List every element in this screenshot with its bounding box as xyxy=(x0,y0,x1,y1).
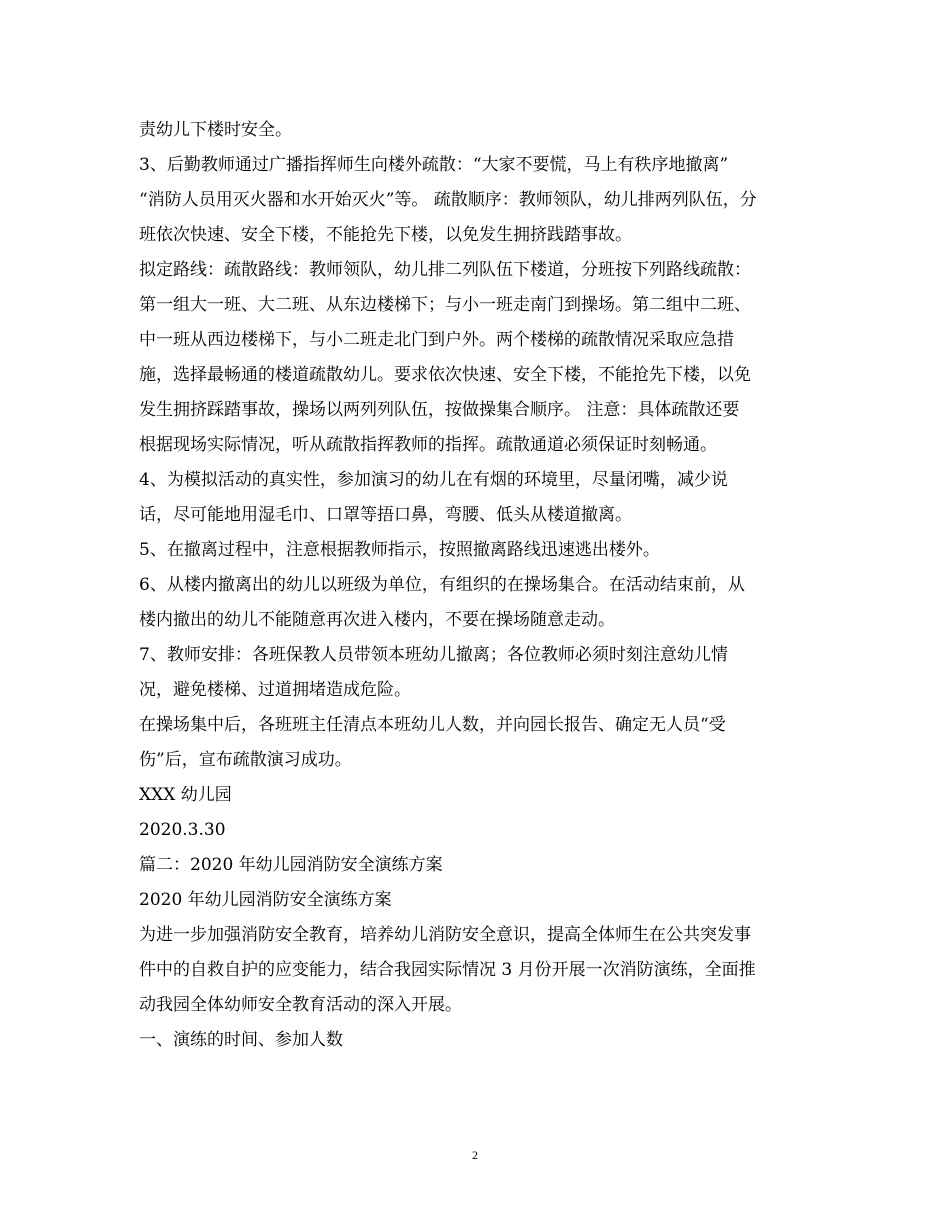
text-line: 伤”后，宣布疏散演习成功。 xyxy=(139,750,352,770)
subsection-heading: 一、演练的时间、参加人数 xyxy=(139,1030,343,1050)
page-number: 2 xyxy=(472,1148,478,1162)
document-body xyxy=(139,113,829,1058)
text-line: 7、教师安排：各班保教人员带领本班幼儿撤离；各位教师必须时刻注意幼儿情 xyxy=(139,645,728,665)
text-line: 责幼儿下楼时安全。 xyxy=(139,120,292,140)
text-line: 发生拥挤踩踏事故，操场以两列列队伍，按做操集合顺序。 注意：具体疏散还要 xyxy=(139,400,740,420)
text-line: 根据现场实际情况，听从疏散指挥教师的指挥。疏散通道必须保证时刻畅通。 xyxy=(139,435,717,455)
text-line: 班依次快速、安全下楼，不能抢先下楼，以免发生拥挤践踏事故。 xyxy=(139,225,632,245)
text-line: 话，尽可能地用湿毛巾、口罩等捂口鼻，弯腰、低头从楼道撤离。 xyxy=(139,505,632,525)
text-line: 为进一步加强消防安全教育，培养幼儿消防安全意识，提高全体师生在公共突发事 xyxy=(139,925,751,945)
section-heading: 篇二：2020 年幼儿园消防安全演练方案 xyxy=(139,855,443,875)
text-line: 中一班从西边楼梯下，与小二班走北门到户外。两个楼梯的疏散情况采取应急措 xyxy=(139,330,734,350)
text-line: 拟定路线：疏散路线：教师领队，幼儿排二列队伍下楼道，分班按下列路线疏散： xyxy=(139,260,751,280)
text-line: 5、在撤离过程中，注意根据教师指示，按照撤离路线迅速逃出楼外。 xyxy=(139,540,660,560)
text-line: 6、从楼内撤离出的幼儿以班级为单位，有组织的在操场集合。在活动结束前，从 xyxy=(139,575,745,595)
text-line: 况，避免楼梯、过道拥堵造成危险。 xyxy=(139,680,411,700)
text-line: “消防人员用灭火器和水开始灭火”等。 疏散顺序：教师领队，幼儿排两列队伍，分 xyxy=(139,190,757,210)
text-line: 施，选择最畅通的楼道疏散幼儿。要求依次快速、安全下楼，不能抢先下楼，以免 xyxy=(139,365,751,385)
signature-organization: XXX 幼儿园 xyxy=(139,785,232,805)
section-title: 2020 年幼儿园消防安全演练方案 xyxy=(139,890,392,910)
text-line: 楼内撤出的幼儿不能随意再次进入楼内，不要在操场随意走动。 xyxy=(139,610,615,630)
signature-date: 2020.3.30 xyxy=(139,820,226,840)
text-line: 4、为模拟活动的真实性，参加演习的幼儿在有烟的环境里，尽量闭嘴，减少说 xyxy=(139,470,728,490)
text-line: 动我园全体幼师安全教育活动的深入开展。 xyxy=(139,995,462,1015)
text-line: 第一组大一班、大二班、从东边楼梯下；与小一班走南门到操场。第二组中二班、 xyxy=(139,295,751,315)
text-line: 3、后勤教师通过广播指挥师生向楼外疏散：“大家不要慌，马上有秩序地撤离” xyxy=(139,155,729,175)
text-line: 在操场集中后，各班班主任清点本班幼儿人数，并向园长报告、确定无人员“受 xyxy=(139,715,726,735)
text-line: 件中的自救自护的应变能力，结合我园实际情况 3 月份开展一次消防演练，全面推 xyxy=(139,960,756,980)
